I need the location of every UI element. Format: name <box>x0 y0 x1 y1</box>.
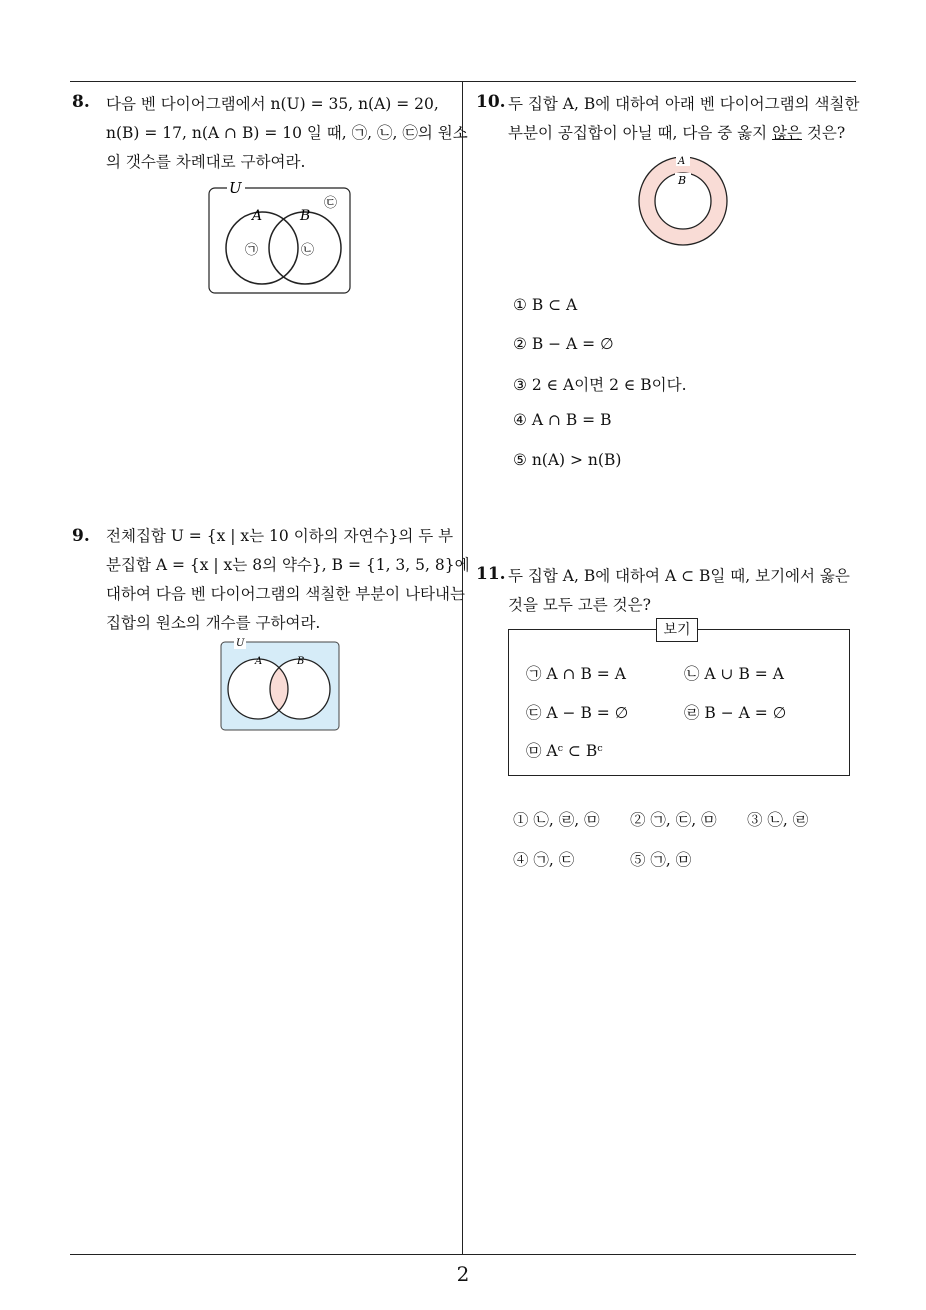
option-5[interactable]: ⑤ n(A) > n(B) <box>513 451 622 469</box>
question-text-part: 부분이 공집합이 아닐 때, 다음 중 옳지 <box>508 124 773 142</box>
question-text-line: 전체집합 U = {x | x는 10 이하의 자연수}의 두 부 <box>106 527 454 545</box>
column-divider <box>462 82 463 1255</box>
question-text-line: 두 집합 A, B에 대하여 아래 벤 다이어그램의 색칠한 <box>508 95 860 113</box>
question-text-line: 집합의 원소의 개수를 구하여라. <box>106 614 321 632</box>
bogi-item: ㉠ A ∩ B = A <box>526 665 626 683</box>
set-a-label: A <box>678 156 686 167</box>
question-number: 9. <box>72 526 90 546</box>
question-text-line: n(B) = 17, n(A ∩ B) = 10 일 때, ㉠, ㉡, ㉢의 원소 <box>106 124 468 142</box>
venn-diagram-q8 <box>205 178 355 298</box>
question-text-line: 다음 벤 다이어그램에서 n(U) = 35, n(A) = 20, <box>106 95 439 113</box>
option-4[interactable]: ④ A ∩ B = B <box>513 411 612 429</box>
question-number: 10. <box>476 92 506 112</box>
bottom-rule <box>70 1254 856 1255</box>
option-2[interactable]: ② ㉠, ㉢, ㉤ <box>630 811 717 829</box>
bogi-item: ㉢ A − B = ∅ <box>526 704 629 722</box>
question-text-line: 의 갯수를 차례대로 구하여라. <box>106 153 306 171</box>
question-text-line: 분집합 A = {x | x는 8의 약수}, B = {1, 3, 5, 8}에 <box>106 556 470 574</box>
universe-label: U <box>229 179 242 197</box>
set-a-label: A <box>255 656 263 667</box>
option-5[interactable]: ⑤ ㉠, ㉤ <box>630 851 692 869</box>
question-number: 11. <box>476 564 506 584</box>
question-text-line: 대하여 다음 벤 다이어그램의 색칠한 부분이 나타내는 <box>106 585 465 603</box>
emphasis-underlined: 않은 <box>772 124 802 142</box>
option-1[interactable]: ① B ⊂ A <box>513 296 578 314</box>
question-number: 8. <box>72 92 90 112</box>
region-3-label: ㉢ <box>324 196 338 211</box>
region-2-label: ㉡ <box>301 243 315 258</box>
set-b-label: B <box>297 656 305 667</box>
option-3[interactable]: ③ ㉡, ㉣ <box>747 811 809 829</box>
bogi-item: ㉣ B − A = ∅ <box>684 704 787 722</box>
universe-label: U <box>236 638 245 649</box>
top-rule <box>70 81 856 82</box>
set-b-label: B <box>300 208 311 224</box>
question-text-part: 것은? <box>801 124 846 142</box>
question-text-line: 것을 모두 고른 것은? <box>508 596 651 614</box>
venn-diagram-q9 <box>218 635 343 735</box>
bogi-label: 보기 <box>656 618 698 642</box>
bogi-item: ㉡ A ∪ B = A <box>684 665 784 683</box>
set-a-label: A <box>252 208 263 224</box>
question-text-line: 두 집합 A, B에 대하여 A ⊂ B일 때, 보기에서 옳은 <box>508 567 850 585</box>
option-4[interactable]: ④ ㉠, ㉢ <box>513 851 575 869</box>
question-text-line <box>508 119 858 148</box>
option-3[interactable]: ③ 2 ∈ A이면 2 ∈ B이다. <box>513 376 687 394</box>
option-2[interactable]: ② B − A = ∅ <box>513 335 614 353</box>
venn-diagram-q10 <box>636 153 730 247</box>
set-b-label: B <box>678 174 687 187</box>
option-1[interactable]: ① ㉡, ㉣, ㉤ <box>513 811 600 829</box>
page-number: 2 <box>456 1262 470 1286</box>
bogi-item: ㉤ Aᶜ ⊂ Bᶜ <box>526 742 603 760</box>
region-1-label: ㉠ <box>245 243 259 258</box>
